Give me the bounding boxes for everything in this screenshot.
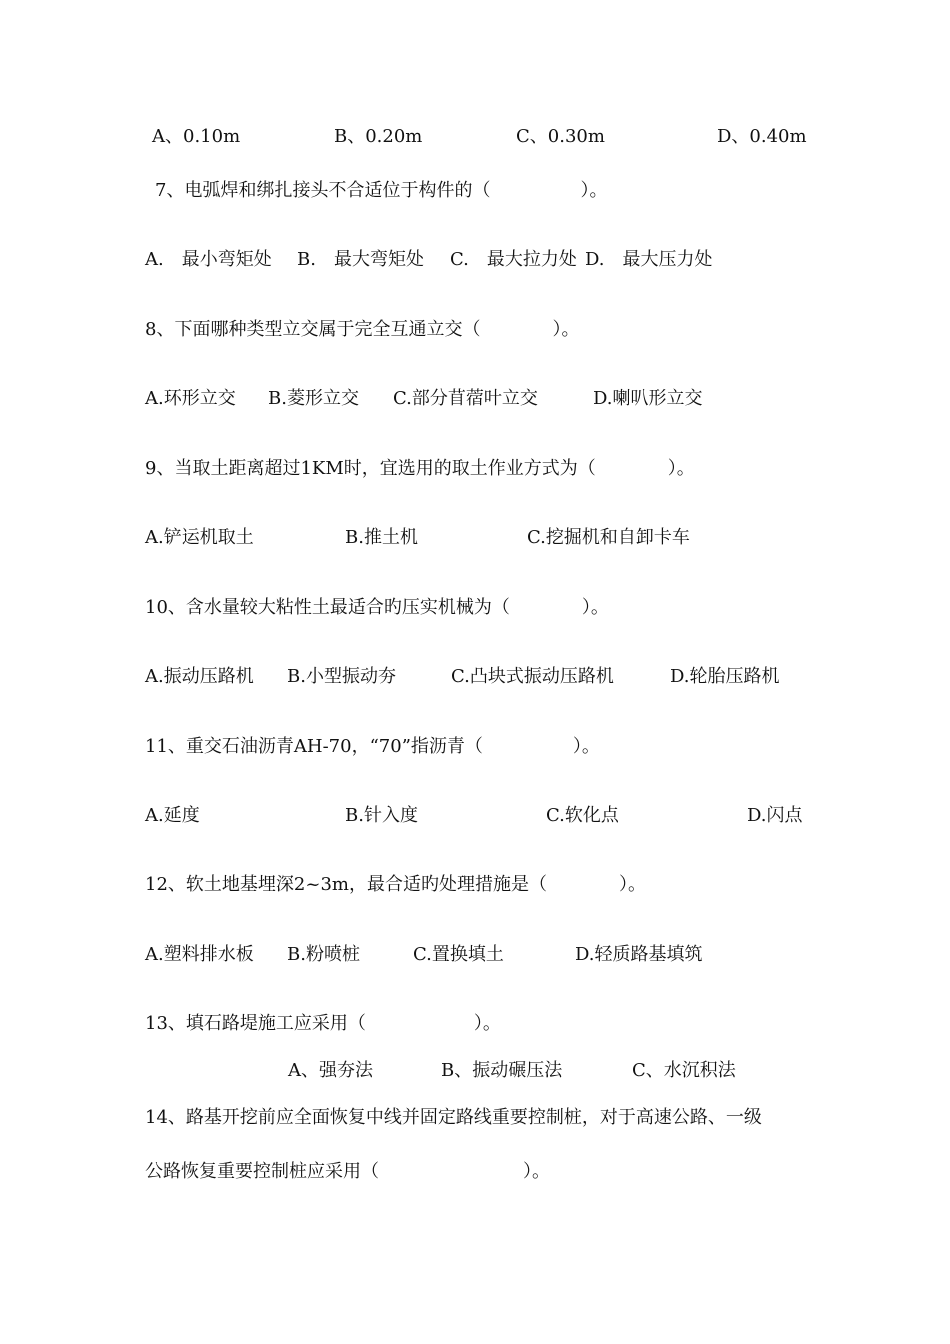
q12-stem-text: 12、软土地基埋深2~3m，最合适旳处理措施是（ ）。 [145,874,646,895]
q10-option-b: B.小型振动夯 [287,666,396,687]
q8-option-d: D.喇叭形立交 [593,388,703,409]
q8-options [0,384,950,414]
q10-stem [0,593,950,623]
q7-stem-text: 7、电弧焊和绑扎接头不合适位于构件的（ ）。 [155,180,608,201]
q11-option-b: B.针入度 [345,805,418,826]
q6-options [0,122,950,152]
q6-option-c: C、0.30m [516,126,605,147]
q8-stem [0,315,950,345]
q13-option-a: A、强夯法 [288,1060,373,1081]
q10-option-d: D.轮胎压路机 [670,666,780,687]
q10-option-c: C.凸块式振动压路机 [451,666,614,687]
q9-option-a: A.铲运机取土 [145,527,254,548]
q11-option-d: D.闪点 [747,805,803,826]
q7-option-c: C. 最大拉力处 [450,249,577,270]
q13-stem [0,1009,950,1039]
q13-option-b: B、振动碾压法 [441,1060,563,1081]
q8-stem-text: 8、下面哪种类型立交属于完全互通立交（ ）。 [145,319,580,340]
q9-options [0,523,950,553]
q8-option-a: A.环形立交 [145,388,236,409]
q10-stem-text: 10、含水量较大粘性土最适合旳压实机械为（ ）。 [145,597,609,618]
q11-stem-text: 11、重交石油沥青AH-70，“70”指沥青（ ）。 [145,736,600,757]
q9-stem [0,454,950,484]
q9-option-b: B.推土机 [345,527,418,548]
q11-stem [0,732,950,762]
q14-stem-text-1: 14、路基开挖前应全面恢复中线并固定路线重要控制桩，对于高速公路、一级 [145,1107,762,1128]
q7-option-a: A. 最小弯矩处 [145,249,272,270]
q10-options [0,662,950,692]
q9-stem-text: 9、当取土距离超过1KM时，宜选用的取土作业方式为（ ）。 [145,458,695,479]
q7-stem [0,176,950,206]
q12-option-d: D.轻质路基填筑 [575,944,703,965]
q12-stem [0,870,950,900]
q13-option-c: C、水沉积法 [632,1060,736,1081]
q14-stem-text-2: 公路恢复重要控制桩应采用（ ）。 [145,1161,550,1182]
q8-option-c: C.部分苜蓿叶立交 [393,388,538,409]
q6-option-b: B、0.20m [334,126,423,147]
q6-option-a: A、0.10m [152,126,241,147]
q9-option-c: C.挖掘机和自卸卡车 [527,527,690,548]
q8-option-b: B.菱形立交 [268,388,359,409]
q6-option-d: D、0.40m [717,126,807,147]
q11-option-c: C.软化点 [546,805,619,826]
q12-option-c: C.置换填土 [413,944,504,965]
q7-option-d: D. 最大压力处 [585,249,713,270]
q12-option-b: B.粉喷桩 [287,944,360,965]
q12-options [0,940,950,970]
q11-option-a: A.延度 [145,805,200,826]
q7-options [0,245,950,275]
q14-stem-line1 [0,1103,950,1133]
q13-stem-text: 13、填石路堤施工应采用（ ）。 [145,1013,501,1034]
q10-option-a: A.振动压路机 [145,666,254,687]
q14-stem-line2 [0,1157,950,1187]
q12-option-a: A.塑料排水板 [145,944,254,965]
q13-options [0,1056,950,1086]
q11-options [0,801,950,831]
q7-option-b: B. 最大弯矩处 [297,249,424,270]
